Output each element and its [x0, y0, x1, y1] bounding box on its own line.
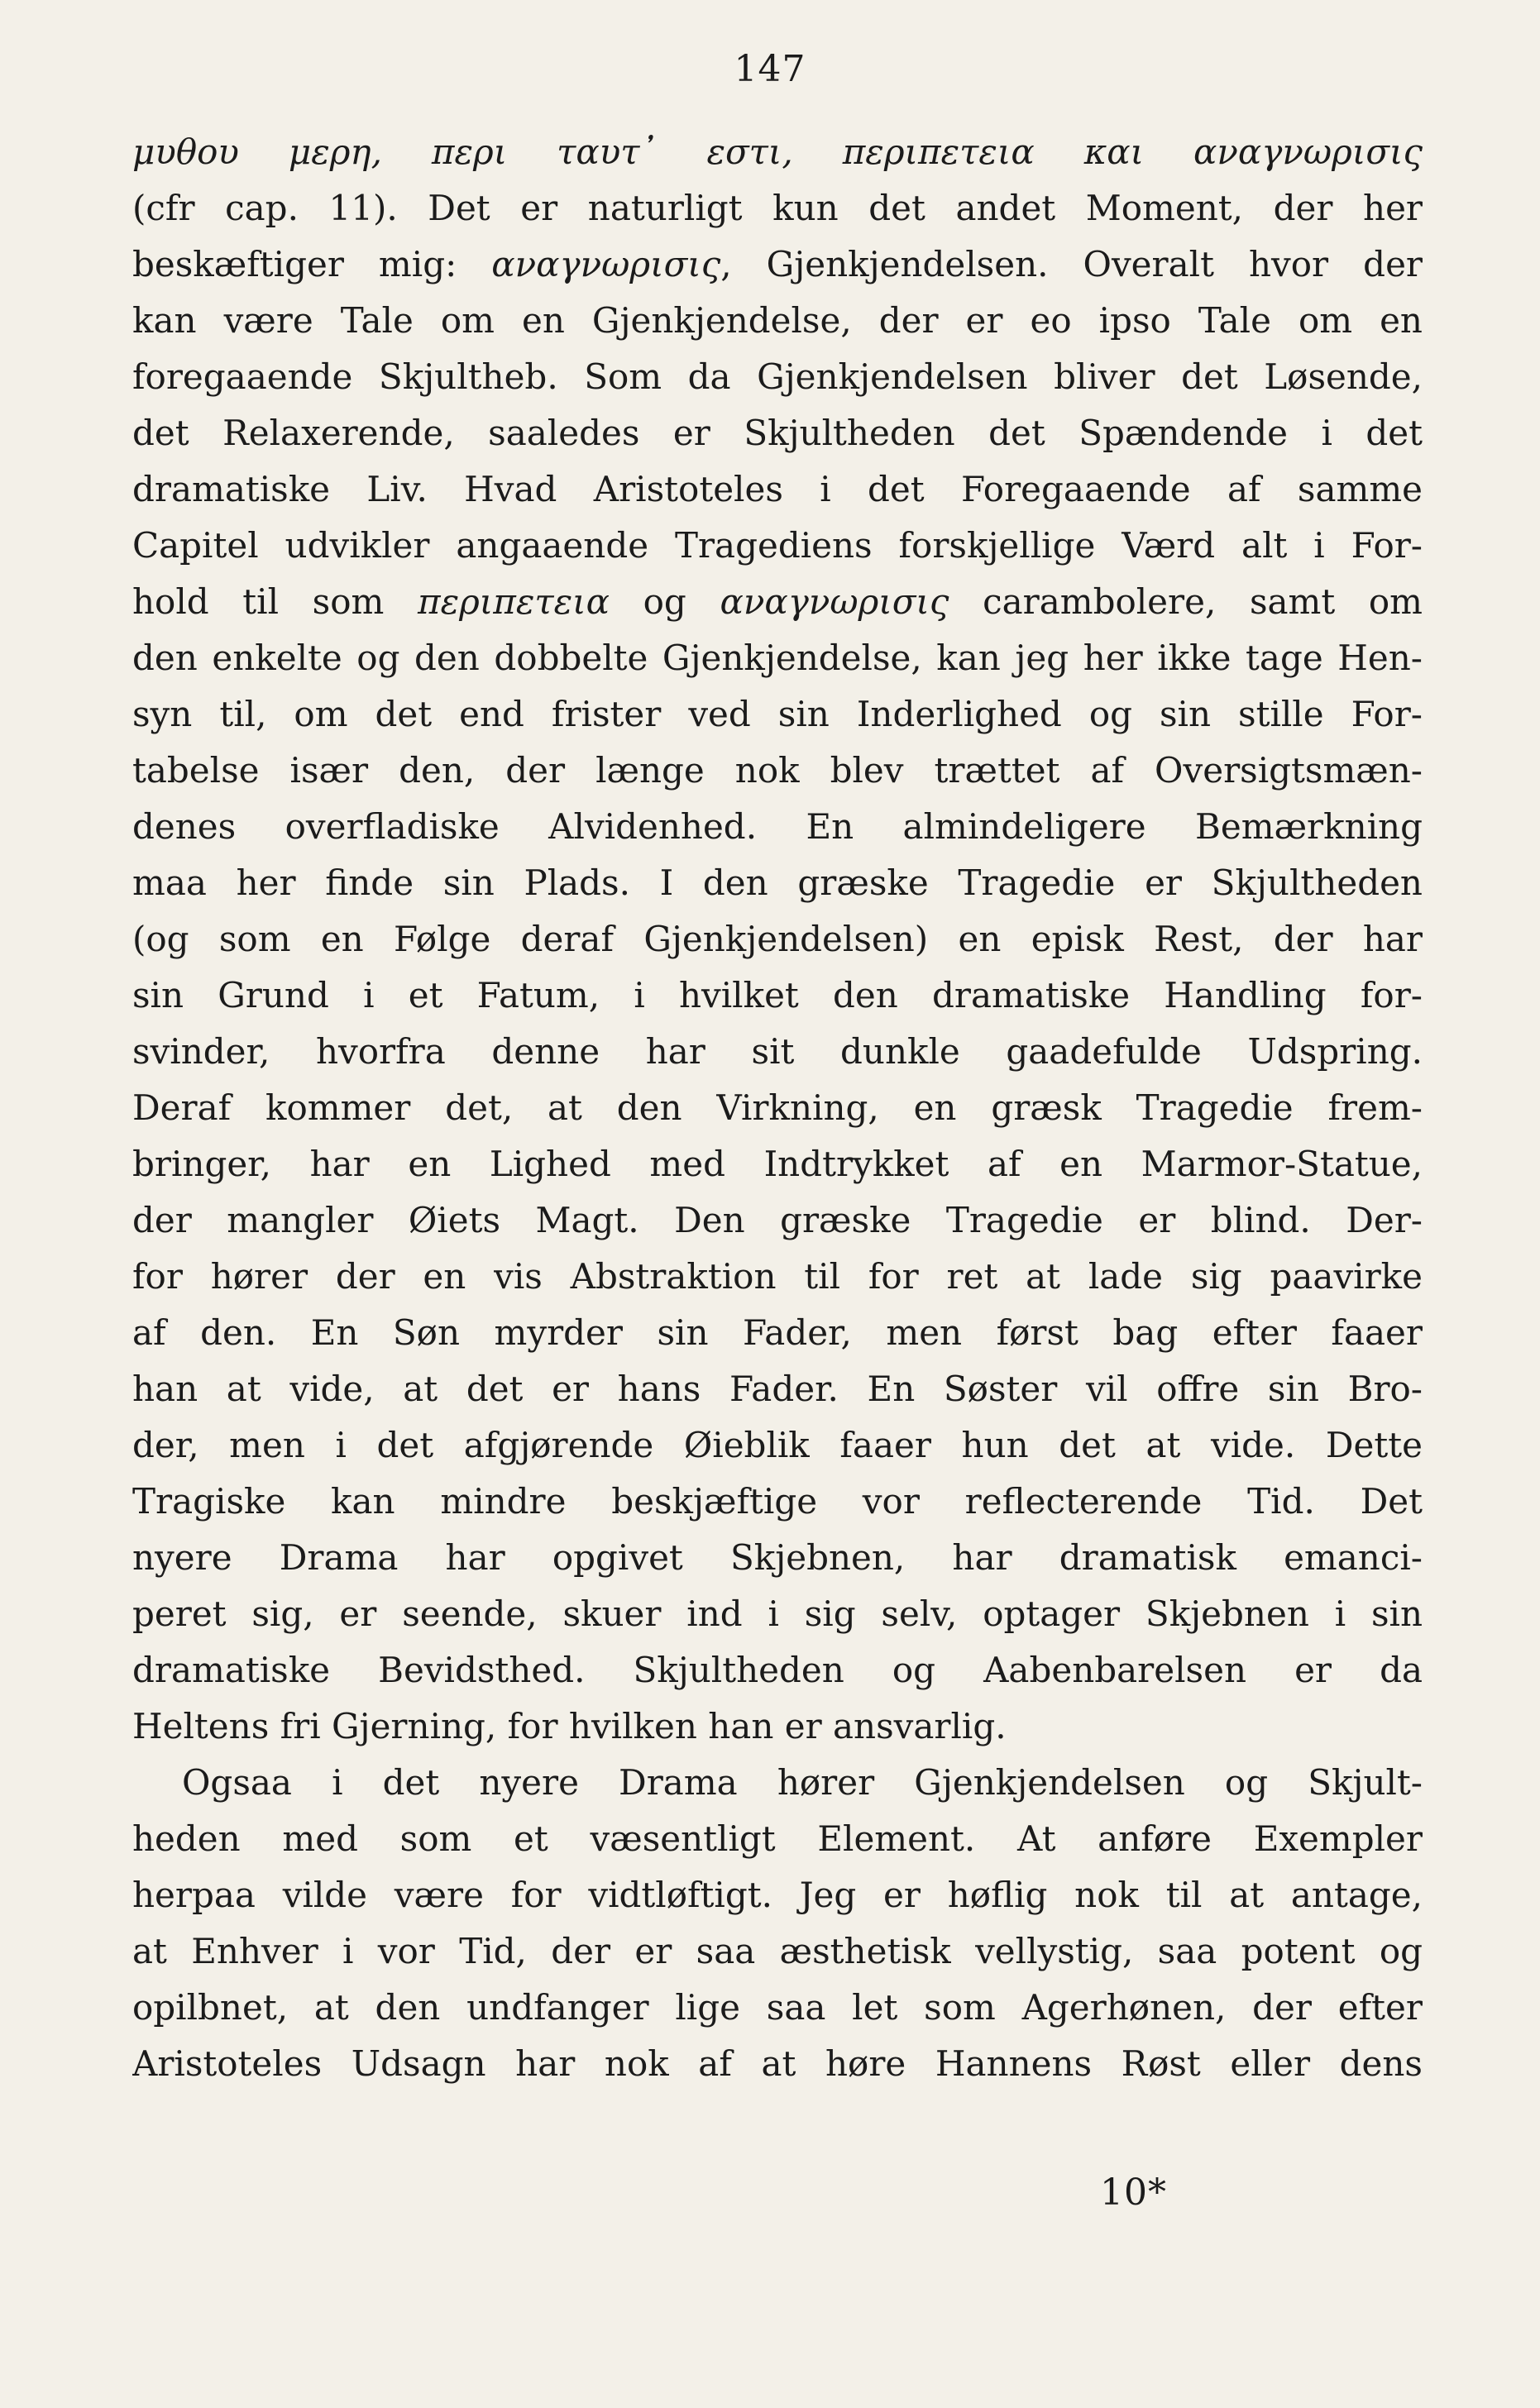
text-line [132, 1755, 1423, 1811]
text-segment: Capitel udvikler angaaende Tragediens forskjellige Værd alt i For- [132, 525, 1423, 566]
text-line [132, 1192, 1423, 1249]
text-segment: den enkelte og den dobbelte Gjenkjendelse, kan jeg her ikke tage Hen- [132, 638, 1423, 678]
text-segment: dramatiske Liv. Hvad Aristoteles i det Foregaaende af samme [132, 469, 1423, 509]
text-segment: at Enhver i vor Tid, der er saa æsthetisk vellystig, saa potent og [132, 1931, 1423, 1971]
text-line [132, 1923, 1423, 1980]
text-segment: nyere Drama har opgivet Skjebnen, har dramatisk emanci- [132, 1537, 1423, 1578]
text-segment: Heltens fri Gjerning, for hvilken han er ansvarlig. [132, 1706, 1007, 1746]
text-segment: det Relaxerende, saaledes er Skjultheden det Spændende i det [132, 413, 1423, 453]
text-line [132, 630, 1423, 686]
text-line [132, 1305, 1423, 1361]
text-line [132, 1361, 1423, 1417]
text-segment: svinder, hvorfra denne har sit dunkle gaadefulde Udspring. [132, 1031, 1423, 1072]
greek-word: αναγνωρισις [720, 581, 949, 622]
text-segment: peret sig, er seende, skuer ind i sig selv, optager Skjebnen i sin [132, 1593, 1423, 1634]
text-segment: opilbnet, at den undfanger lige saa let som Agerhønen, der efter [132, 1987, 1423, 2028]
text-line [132, 1586, 1423, 1642]
text-line [132, 911, 1423, 967]
page-number: 147 [734, 48, 806, 90]
text-line [132, 124, 1423, 180]
text-line [132, 574, 1423, 630]
text-segment: Deraf kommer det, at den Virkning, en græsk Tragedie frem- [132, 1087, 1423, 1128]
greek-word: περιπετεια [417, 581, 610, 622]
text-segment: tabelse især den, der længe nok blev trættet af Oversigtsmæn- [132, 750, 1423, 791]
signature-mark: 10* [1100, 2172, 1167, 2214]
text-line [132, 799, 1423, 855]
text-segment: , Gjenkjendelsen. Overalt hvor der [720, 244, 1423, 284]
text-line [132, 686, 1423, 743]
text-segment: Tragiske kan mindre beskjæftige vor reflecterende Tid. Det [132, 1481, 1423, 1522]
text-segment: hold til som [132, 581, 418, 622]
text-segment: (og som en Følge deraf Gjenkjendelsen) en episk Rest, der har [132, 919, 1423, 959]
text-line [132, 236, 1423, 293]
text-segment: bringer, har en Lighed med Indtrykket af en Marmor-Statue, [132, 1144, 1423, 1184]
text-segment: (cfr cap. 11). Det er naturligt kun det andet Moment, der her [132, 188, 1423, 228]
text-line [132, 855, 1423, 911]
text-line [132, 1024, 1423, 1080]
text-segment: der mangler Øiets Magt. Den græske Tragedie er blind. Der- [132, 1200, 1423, 1240]
text-line [132, 1530, 1423, 1586]
text-line [132, 1867, 1423, 1923]
text-segment: og [610, 581, 720, 622]
text-segment: sin Grund i et Fatum, i hvilket den dramatiske Handling for- [132, 975, 1423, 1015]
text-line [132, 461, 1423, 518]
text-segment: af den. En Søn myrder sin Fader, men først bag efter faaer [132, 1312, 1423, 1353]
text-line [132, 1136, 1423, 1192]
text-segment: foregaaende Skjultheb. Som da Gjenkjendelsen bliver det Løsende, [132, 356, 1423, 397]
greek-word: μυθου μερη, περι ταυτ᾽ εστι, περιπετεια και αναγνωρισις [132, 131, 1423, 172]
text-line [132, 518, 1423, 574]
text-segment: beskæftiger mig: [132, 244, 492, 284]
text-line [132, 1811, 1423, 1867]
text-segment: dramatiske Bevidsthed. Skjultheden og Aabenbarelsen er da [132, 1650, 1423, 1690]
text-segment: han at vide, at det er hans Fader. En Søster vil offre sin Bro- [132, 1369, 1423, 1409]
text-line [132, 967, 1423, 1024]
greek-word: αναγνωρισις [491, 244, 721, 284]
text-segment: syn til, om det end frister ved sin Inderlighed og sin stille For- [132, 694, 1423, 734]
text-line [132, 2036, 1423, 2092]
text-segment: for hører der en vis Abstraktion til for ret at lade sig paavirke [132, 1256, 1423, 1297]
text-segment: Ogsaa i det nyere Drama hører Gjenkjendelsen og Skjult- [182, 1762, 1423, 1803]
text-line [132, 180, 1423, 236]
text-line [132, 743, 1423, 799]
text-segment: denes overfladiske Alvidenhed. En almindeligere Bemærkning [132, 806, 1423, 847]
text-line [132, 1980, 1423, 2036]
text-segment: kan være Tale om en Gjenkjendelse, der er eo ipso Tale om en [132, 300, 1423, 341]
text-segment: heden med som et væsentligt Element. At anføre Exempler [132, 1818, 1423, 1859]
text-line [132, 1080, 1423, 1136]
text-line [132, 1249, 1423, 1305]
text-line [132, 405, 1423, 461]
text-segment: carambolere, samt om [949, 581, 1423, 622]
text-line [132, 349, 1423, 405]
text-segment: Aristoteles Udsagn har nok af at høre Hannens Røst eller dens [132, 2043, 1423, 2084]
text-segment: der, men i det afgjørende Øieblik faaer hun det at vide. Dette [132, 1425, 1423, 1465]
text-line [132, 1698, 1423, 1755]
text-line [132, 1417, 1423, 1474]
text-line [132, 1474, 1423, 1530]
text-segment: maa her finde sin Plads. I den græske Tragedie er Skjultheden [132, 862, 1423, 903]
text-line [132, 293, 1423, 349]
body-text [132, 124, 1423, 2092]
text-segment: herpaa vilde være for vidtløftigt. Jeg er høflig nok til at antage, [132, 1875, 1423, 1915]
text-line [132, 1642, 1423, 1698]
